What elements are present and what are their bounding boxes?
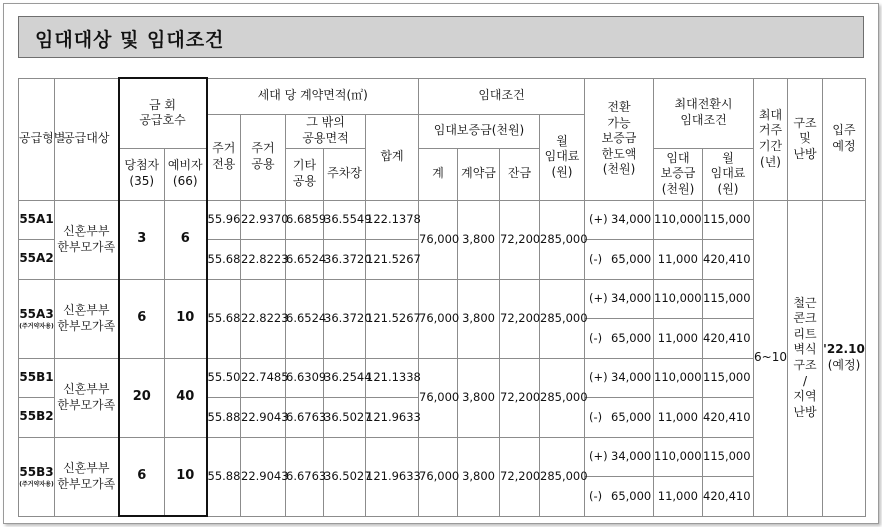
area-exclusive: 55.68 bbox=[207, 279, 241, 358]
header-mc-rent: 월 임대료 (원) bbox=[703, 148, 754, 200]
type-cell: 55B2 bbox=[19, 398, 55, 438]
contract-payment: 3,800 bbox=[458, 437, 500, 516]
header-supply-target: 공급대상 bbox=[55, 78, 119, 200]
winners-count: 20 bbox=[119, 358, 165, 437]
area-other: 6.6309 bbox=[286, 358, 324, 398]
max-period-value: 6~10 bbox=[754, 200, 788, 516]
area-exclusive: 55.96 bbox=[207, 200, 241, 240]
area-exclusive: 55.68 bbox=[207, 240, 241, 280]
reserves-count: 6 bbox=[165, 200, 207, 279]
contract-payment: 3,800 bbox=[458, 358, 500, 437]
area-other: 6.6859 bbox=[286, 200, 324, 240]
header-structure: 구조 및 난방 bbox=[788, 78, 823, 200]
max-conversion-rent: 420,410 bbox=[703, 240, 754, 280]
type-cell: 55A3 (주거약자용) bbox=[19, 279, 55, 358]
conversion-limit: (-) 65,000 bbox=[585, 319, 654, 359]
area-parking: 36.3720 bbox=[324, 240, 366, 280]
balance-payment: 72,200 bbox=[500, 279, 540, 358]
header-other-shared: 그 밖의 공용면적 bbox=[286, 114, 366, 148]
type-cell: 55A2 bbox=[19, 240, 55, 280]
area-exclusive: 55.88 bbox=[207, 437, 241, 516]
header-mc-deposit: 임대 보증금 (천원) bbox=[654, 148, 703, 200]
contract-payment: 3,800 bbox=[458, 279, 500, 358]
winners-count: 6 bbox=[119, 437, 165, 516]
header-parking: 주차장 bbox=[324, 148, 366, 200]
type-cell: 55B3 (주거약자용) bbox=[19, 437, 55, 516]
monthly-rent: 285,000 bbox=[540, 200, 585, 279]
conversion-limit: (+) 34,000 bbox=[585, 358, 654, 398]
area-total: 122.1378 bbox=[366, 200, 419, 240]
deposit-total: 76,000 bbox=[419, 437, 458, 516]
monthly-rent: 285,000 bbox=[540, 358, 585, 437]
supply-target-cell: 신혼부부 한부모가족 bbox=[55, 437, 119, 516]
header-max-conversion: 최대전환시 임대조건 bbox=[654, 78, 754, 148]
area-shared: 22.9370 bbox=[241, 200, 286, 240]
reserves-count: 10 bbox=[165, 437, 207, 516]
max-conversion-rent: 420,410 bbox=[703, 398, 754, 438]
area-parking: 36.5027 bbox=[324, 398, 366, 438]
max-conversion-rent: 115,000 bbox=[703, 200, 754, 240]
header-move-in: 입주 예정 bbox=[823, 78, 866, 200]
area-shared: 22.9043 bbox=[241, 437, 286, 516]
max-conversion-rent: 420,410 bbox=[703, 477, 754, 517]
header-rent-conditions: 임대조건 bbox=[419, 78, 585, 114]
max-conversion-rent: 115,000 bbox=[703, 279, 754, 319]
max-conversion-deposit: 110,000 bbox=[654, 437, 703, 477]
max-conversion-deposit: 11,000 bbox=[654, 477, 703, 517]
area-exclusive: 55.50 bbox=[207, 358, 241, 398]
supply-target-cell: 신혼부부 한부모가족 bbox=[55, 200, 119, 279]
max-conversion-rent: 420,410 bbox=[703, 319, 754, 359]
table-row bbox=[19, 279, 866, 319]
max-conversion-deposit: 110,000 bbox=[654, 358, 703, 398]
conversion-limit: (-) 65,000 bbox=[585, 477, 654, 517]
header-balance: 잔금 bbox=[500, 148, 540, 200]
area-shared: 22.7485 bbox=[241, 358, 286, 398]
area-total: 121.9633 bbox=[366, 398, 419, 438]
type-cell: 55A1 bbox=[19, 200, 55, 240]
conversion-limit: (+) 34,000 bbox=[585, 437, 654, 477]
header-this-round: 금 회 공급호수 bbox=[119, 78, 207, 148]
header-winners: 당첨자 (35) bbox=[119, 148, 165, 200]
deposit-total: 76,000 bbox=[419, 279, 458, 358]
header-supply-type: 공급형별 bbox=[19, 78, 55, 200]
page-title: 임대대상 및 임대조건 bbox=[35, 29, 225, 51]
header-monthly-rent: 월 임대료 (원) bbox=[540, 114, 585, 200]
max-conversion-rent: 115,000 bbox=[703, 437, 754, 477]
area-shared: 22.8223 bbox=[241, 240, 286, 280]
monthly-rent: 285,000 bbox=[540, 437, 585, 516]
header-deposit-total: 계 bbox=[419, 148, 458, 200]
area-other: 6.6524 bbox=[286, 240, 324, 280]
balance-payment: 72,200 bbox=[500, 358, 540, 437]
area-parking: 36.5549 bbox=[324, 200, 366, 240]
type-cell: 55B1 bbox=[19, 358, 55, 398]
conversion-limit: (+) 34,000 bbox=[585, 279, 654, 319]
area-total: 121.5267 bbox=[366, 240, 419, 280]
area-exclusive: 55.88 bbox=[207, 398, 241, 438]
header-conversion-limit: 전환 가능 보증금 한도액 (천원) bbox=[585, 78, 654, 200]
monthly-rent: 285,000 bbox=[540, 279, 585, 358]
max-conversion-deposit: 110,000 bbox=[654, 200, 703, 240]
max-conversion-deposit: 11,000 bbox=[654, 240, 703, 280]
header-deposit: 임대보증금(천원) bbox=[419, 114, 540, 148]
conversion-limit: (-) 65,000 bbox=[585, 398, 654, 438]
reserves-count: 10 bbox=[165, 279, 207, 358]
max-conversion-deposit: 110,000 bbox=[654, 279, 703, 319]
area-parking: 36.2544 bbox=[324, 358, 366, 398]
deposit-total: 76,000 bbox=[419, 358, 458, 437]
max-conversion-deposit: 11,000 bbox=[654, 319, 703, 359]
winners-count: 6 bbox=[119, 279, 165, 358]
max-conversion-rent: 115,000 bbox=[703, 358, 754, 398]
header-residential-exclusive: 주거 전용 bbox=[207, 114, 241, 200]
area-total: 121.9633 bbox=[366, 437, 419, 516]
supply-target-cell: 신혼부부 한부모가족 bbox=[55, 358, 119, 437]
area-other: 6.6763 bbox=[286, 398, 324, 438]
header-max-period: 최대 거주 기간 (년) bbox=[754, 78, 788, 200]
conversion-limit: (+) 34,000 bbox=[585, 200, 654, 240]
table-row bbox=[19, 200, 866, 240]
header-other: 기타 공용 bbox=[286, 148, 324, 200]
move-in-value: '22.10 (예정) bbox=[823, 200, 866, 516]
table-row bbox=[19, 437, 866, 477]
balance-payment: 72,200 bbox=[500, 200, 540, 279]
header-area: 세대 당 계약면적(㎡) bbox=[207, 78, 419, 114]
table-row bbox=[19, 358, 866, 398]
contract-payment: 3,800 bbox=[458, 200, 500, 279]
area-parking: 36.5027 bbox=[324, 437, 366, 516]
balance-payment: 72,200 bbox=[500, 437, 540, 516]
header-reserves: 예비자 (66) bbox=[165, 148, 207, 200]
header-contract-payment: 계약금 bbox=[458, 148, 500, 200]
winners-count: 3 bbox=[119, 200, 165, 279]
max-conversion-deposit: 11,000 bbox=[654, 398, 703, 438]
supply-target-cell: 신혼부부 한부모가족 bbox=[55, 279, 119, 358]
structure-value: 철근 콘크 리트 벽식 구조 / 지역 난방 bbox=[788, 200, 823, 516]
area-parking: 36.3720 bbox=[324, 279, 366, 358]
area-total: 121.1338 bbox=[366, 358, 419, 398]
document-frame bbox=[3, 3, 879, 524]
header-total: 합계 bbox=[366, 114, 419, 200]
title-bar bbox=[18, 16, 864, 58]
area-other: 6.6763 bbox=[286, 437, 324, 516]
header-residential-shared: 주거 공용 bbox=[241, 114, 286, 200]
deposit-total: 76,000 bbox=[419, 200, 458, 279]
conversion-limit: (-) 65,000 bbox=[585, 240, 654, 280]
reserves-count: 40 bbox=[165, 358, 207, 437]
area-total: 121.5267 bbox=[366, 279, 419, 358]
area-other: 6.6524 bbox=[286, 279, 324, 358]
area-shared: 22.9043 bbox=[241, 398, 286, 438]
area-shared: 22.8223 bbox=[241, 279, 286, 358]
rental-conditions-table bbox=[18, 77, 866, 517]
